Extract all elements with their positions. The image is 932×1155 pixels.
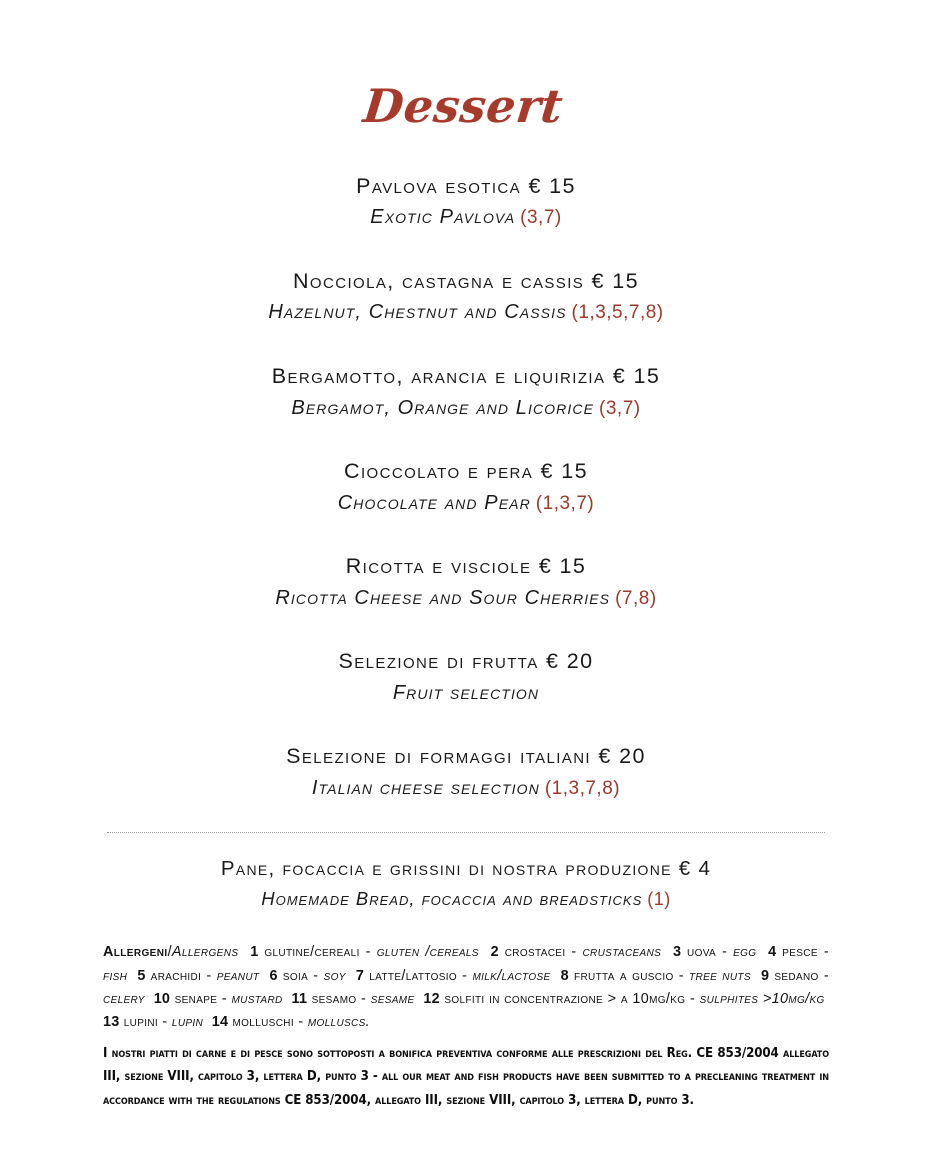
menu-page <box>0 31 932 1155</box>
menu-item-english-line <box>0 586 932 612</box>
regulation-paragraph <box>103 1042 829 1113</box>
allergen-number: 10 <box>153 990 171 1007</box>
allergen-separator: - <box>356 990 371 1007</box>
allergen-separator: - <box>685 990 700 1007</box>
menu-item-name-english: Bergamot, Orange and Licorice <box>291 396 595 419</box>
menu-item-name-italian: Pavlova esotica € 15 <box>356 173 576 198</box>
section-divider <box>107 832 825 834</box>
bread-allergen-ref: (1) <box>647 888 671 909</box>
dessert-list <box>0 173 932 802</box>
allergen-number: 5 <box>137 967 146 984</box>
menu-item-english-line <box>0 396 932 422</box>
menu-item-name-italian: Bergamotto, arancia e liquirizia € 15 <box>271 364 661 389</box>
allergen-number: 13 <box>103 1014 120 1031</box>
menu-item-allergen-ref: (3,7) <box>520 207 562 229</box>
menu-item-name-english: Fruit selection <box>392 681 540 704</box>
allergen-number: 12 <box>423 990 440 1007</box>
allergen-legend-slash: / <box>167 944 172 961</box>
allergen-name-english: sesame <box>370 990 415 1007</box>
allergen-name-italian: molluschi <box>232 1014 294 1031</box>
allergen-number: 7 <box>355 967 365 984</box>
menu-item-allergen-ref: (1,3,7,8) <box>544 777 621 799</box>
allergen-name-english: egg <box>733 944 757 961</box>
regulation-english: all our meat and fish products have been submitted to a precleaning treatment in accordance with the regulations CE 853/2004, allegato III, sezione VIII, capitolo 3, lettera D, punto 3. <box>103 1069 829 1108</box>
allergen-name-english: crustaceans <box>582 944 662 961</box>
menu-item <box>0 268 932 326</box>
allergen-number: 9 <box>761 967 770 984</box>
allergen-name-english: molluscs. <box>307 1014 370 1031</box>
menu-item-english-line <box>0 681 932 707</box>
menu-item-name-italian: Selezione di frutta € 20 <box>338 649 594 674</box>
allergen-separator: - <box>158 1014 172 1031</box>
allergen-name-italian: pesce <box>782 944 818 961</box>
allergen-name-english: fish <box>103 967 128 984</box>
allergen-legend-label-italian: Allergeni <box>103 944 168 961</box>
allergen-name-italian: arachidi <box>150 967 202 984</box>
allergen-number: 3 <box>672 944 682 961</box>
menu-item-name-italian: Selezione di formaggi italiani € 20 <box>286 744 646 769</box>
menu-item-name-italian: Cioccolato e pera € 15 <box>344 459 588 484</box>
menu-item <box>0 458 932 516</box>
allergen-name-english: milk/lactose <box>472 967 551 984</box>
allergen-separator: - <box>817 944 829 961</box>
allergen-name-italian: glutine/cereali <box>264 944 360 961</box>
allergen-name-english: lupin <box>171 1014 204 1031</box>
allergen-name-italian: solfiti in concentrazione > a 10mg/kg <box>444 990 686 1007</box>
menu-item-english-line <box>0 491 932 517</box>
menu-item <box>0 648 932 706</box>
allergen-separator: - <box>457 967 473 984</box>
allergen-separator: - <box>308 967 324 984</box>
allergen-name-italian: uova <box>687 944 717 961</box>
allergen-name-italian: soia <box>282 967 309 984</box>
allergen-name-english: soy <box>323 967 346 984</box>
allergen-separator: - <box>673 967 690 984</box>
allergen-name-english: mustard <box>231 990 283 1007</box>
allergen-name-italian: lupini <box>123 1014 159 1031</box>
allergen-name-english: tree nuts <box>689 967 751 984</box>
allergen-number: 6 <box>269 967 278 984</box>
allergen-legend <box>103 941 829 1034</box>
bread-name-italian: Pane, focaccia e grissini di nostra produzione € 4 <box>220 856 712 880</box>
allergen-separator: - <box>359 944 377 961</box>
allergen-name-english: sulphites >10mg/kg <box>699 990 825 1007</box>
menu-item-name-english: Ricotta Cheese and Sour Cherries <box>275 586 611 609</box>
bread-name-english: Homemade Bread, focaccia and breadsticks <box>261 887 643 909</box>
menu-item-name-italian: Nocciola, castagna e cassis € 15 <box>293 268 639 293</box>
menu-item-name-english: Chocolate and Pear <box>337 491 531 514</box>
allergen-separator: - <box>201 967 217 984</box>
menu-item-english-line <box>0 776 932 802</box>
allergen-name-italian: frutta a guscio <box>573 967 674 984</box>
menu-item-allergen-ref: (1,3,7) <box>535 492 595 514</box>
menu-item <box>0 173 932 231</box>
regulation-note <box>103 1042 829 1113</box>
allergen-number: 1 <box>250 944 259 961</box>
menu-item-allergen-ref: (1,3,5,7,8) <box>571 302 664 324</box>
regulation-italian: I nostri piatti di carne e di pesce sono sottoposti a bonifica preventiva conforme alle prescrizioni del Reg. CE 853/2004 allegato III, sezione VIII, capitolo 3, lettera D, punto 3 - <box>103 1045 829 1085</box>
allergen-name-italian: sedano <box>774 967 819 984</box>
menu-item <box>0 743 932 801</box>
allergen-number: 8 <box>560 967 569 984</box>
allergen-name-english: celery <box>103 990 145 1007</box>
allergen-number: 14 <box>211 1014 229 1031</box>
allergen-separator: - <box>217 990 232 1007</box>
menu-item-english-line <box>0 300 932 326</box>
allergen-number: 11 <box>291 990 308 1007</box>
allergen-name-english: peanut <box>216 967 260 984</box>
menu-item-name-english: Italian cheese selection <box>311 776 540 799</box>
menu-item-name-italian: Ricotta e visciole € 15 <box>345 554 587 579</box>
allergen-legend-label-english: Allergens <box>171 944 239 961</box>
menu-item-name-english: Hazelnut, Chestnut and Cassis <box>268 301 567 324</box>
menu-item-allergen-ref: (7,8) <box>615 587 657 609</box>
allergen-name-italian: crostacei <box>504 944 566 961</box>
menu-item-name-english: Exotic Pavlova <box>370 206 516 229</box>
bread-name-english-line <box>0 887 932 911</box>
allergen-separator: - <box>818 967 829 984</box>
allergen-number: 4 <box>768 944 777 961</box>
allergen-name-italian: senape <box>174 990 218 1007</box>
menu-item-allergen-ref: (3,7) <box>599 397 641 419</box>
allergen-separator: - <box>293 1014 308 1031</box>
page-title: Dessert <box>360 78 566 133</box>
bread-menu-item <box>0 856 932 912</box>
allergen-name-italian: latte/lattosio <box>369 967 458 984</box>
allergen-name-italian: sesamo <box>311 990 357 1007</box>
menu-item-english-line <box>0 205 932 231</box>
menu-item <box>0 363 932 421</box>
allergen-separator: - <box>565 944 583 961</box>
menu-item <box>0 553 932 611</box>
allergen-number: 2 <box>490 944 499 961</box>
allergen-separator: - <box>716 944 734 961</box>
allergen-name-english: gluten /cereals <box>376 944 479 961</box>
